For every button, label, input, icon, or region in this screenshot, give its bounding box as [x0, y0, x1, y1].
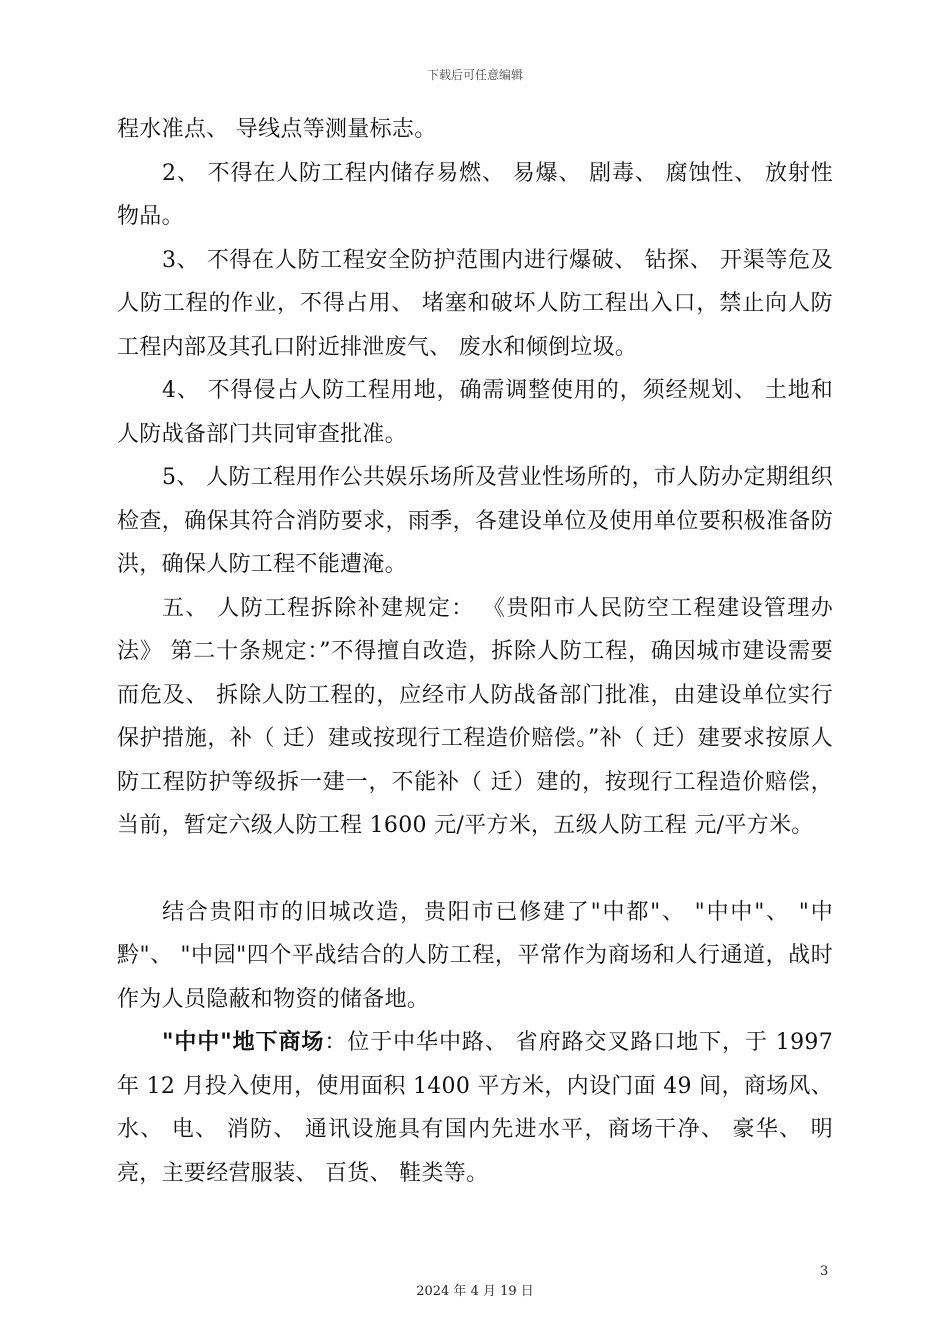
paragraph-zhongzhong-mall: [117, 1021, 833, 1195]
page-footer-date: 2024 年 4 月 19 日: [416, 1284, 534, 1299]
zhongzhong-mall-heading: "中中"地下商场: [162, 1029, 325, 1055]
page-number: 3: [820, 1264, 829, 1279]
paragraph-0: 程水准点、 导线点等测量标志。: [117, 117, 437, 142]
paragraph-section-5: 五、 人防工程拆除补建规定： 《贵阳市人民防空工程建设管理办法》 第二十条规定：”不得擅自改造，拆除人防工程，确因城市建设需要而危及、 拆除人防工程的，应经市人防战备部门批准，由建设单位实行保护措施，补（ 迁）建或按现行工程造价赔偿。”补（ 迁）建要求按原人防工程防护等级拆一建一，不能补（ 迁）建的，按现行工程造价赔偿，当前，暂定六级人防工程 1600 元/平方米，五级人防工程 元/平方米。: [117, 595, 833, 838]
paragraph-guiyang-projects: 结合贵阳市的旧城改造，贵阳市已修建了"中都"、 "中中"、 "中黔"、 "中园"四个平战结合的人防工程，平常作为商场和人行通道，战时作为人员隐蔽和物资的储备地。: [117, 899, 833, 1012]
paragraph-item-4: 4、 不得侵占人防工程用地，确需调整使用的，须经规划、 土地和人防战备部门共同审查批准。: [117, 378, 833, 447]
paragraph-item-3: 3、 不得在人防工程安全防护范围内进行爆破、 钻探、 开渠等危及人防工程的作业，不得占用、 堵塞和破坏人防工程出入口，禁止向人防工程内部及其孔口附近排泄废气、 废水和倾倒垃圾。: [117, 247, 833, 360]
paragraph-item-5: 5、 人防工程用作公共娱乐场所及营业性场所的，市人防办定期组织检查，确保其符合消防要求，雨季，各建设单位及使用单位要积极准备防洪，确保人防工程不能遭淹。: [117, 465, 833, 577]
document-body: [117, 108, 833, 1195]
paragraph-item-2: 2、 不得在人防工程内储存易燃、 易爆、 剧毒、 腐蚀性、 放射性物品。: [117, 160, 833, 229]
page-header: 下载后可任意编辑: [426, 68, 523, 82]
zhongzhong-mall-description: ：位于中华中路、 省府路交叉路口地下，于 1997 年 12 月投入使用，使用面积 1400 平方米，内设门面 49 间，商场风、 水、 电、 消防、 通讯设施具有国内先进水平，商场干净、 豪华、 明亮，主要经营服装、 百货、 鞋类等。: [117, 1030, 833, 1186]
